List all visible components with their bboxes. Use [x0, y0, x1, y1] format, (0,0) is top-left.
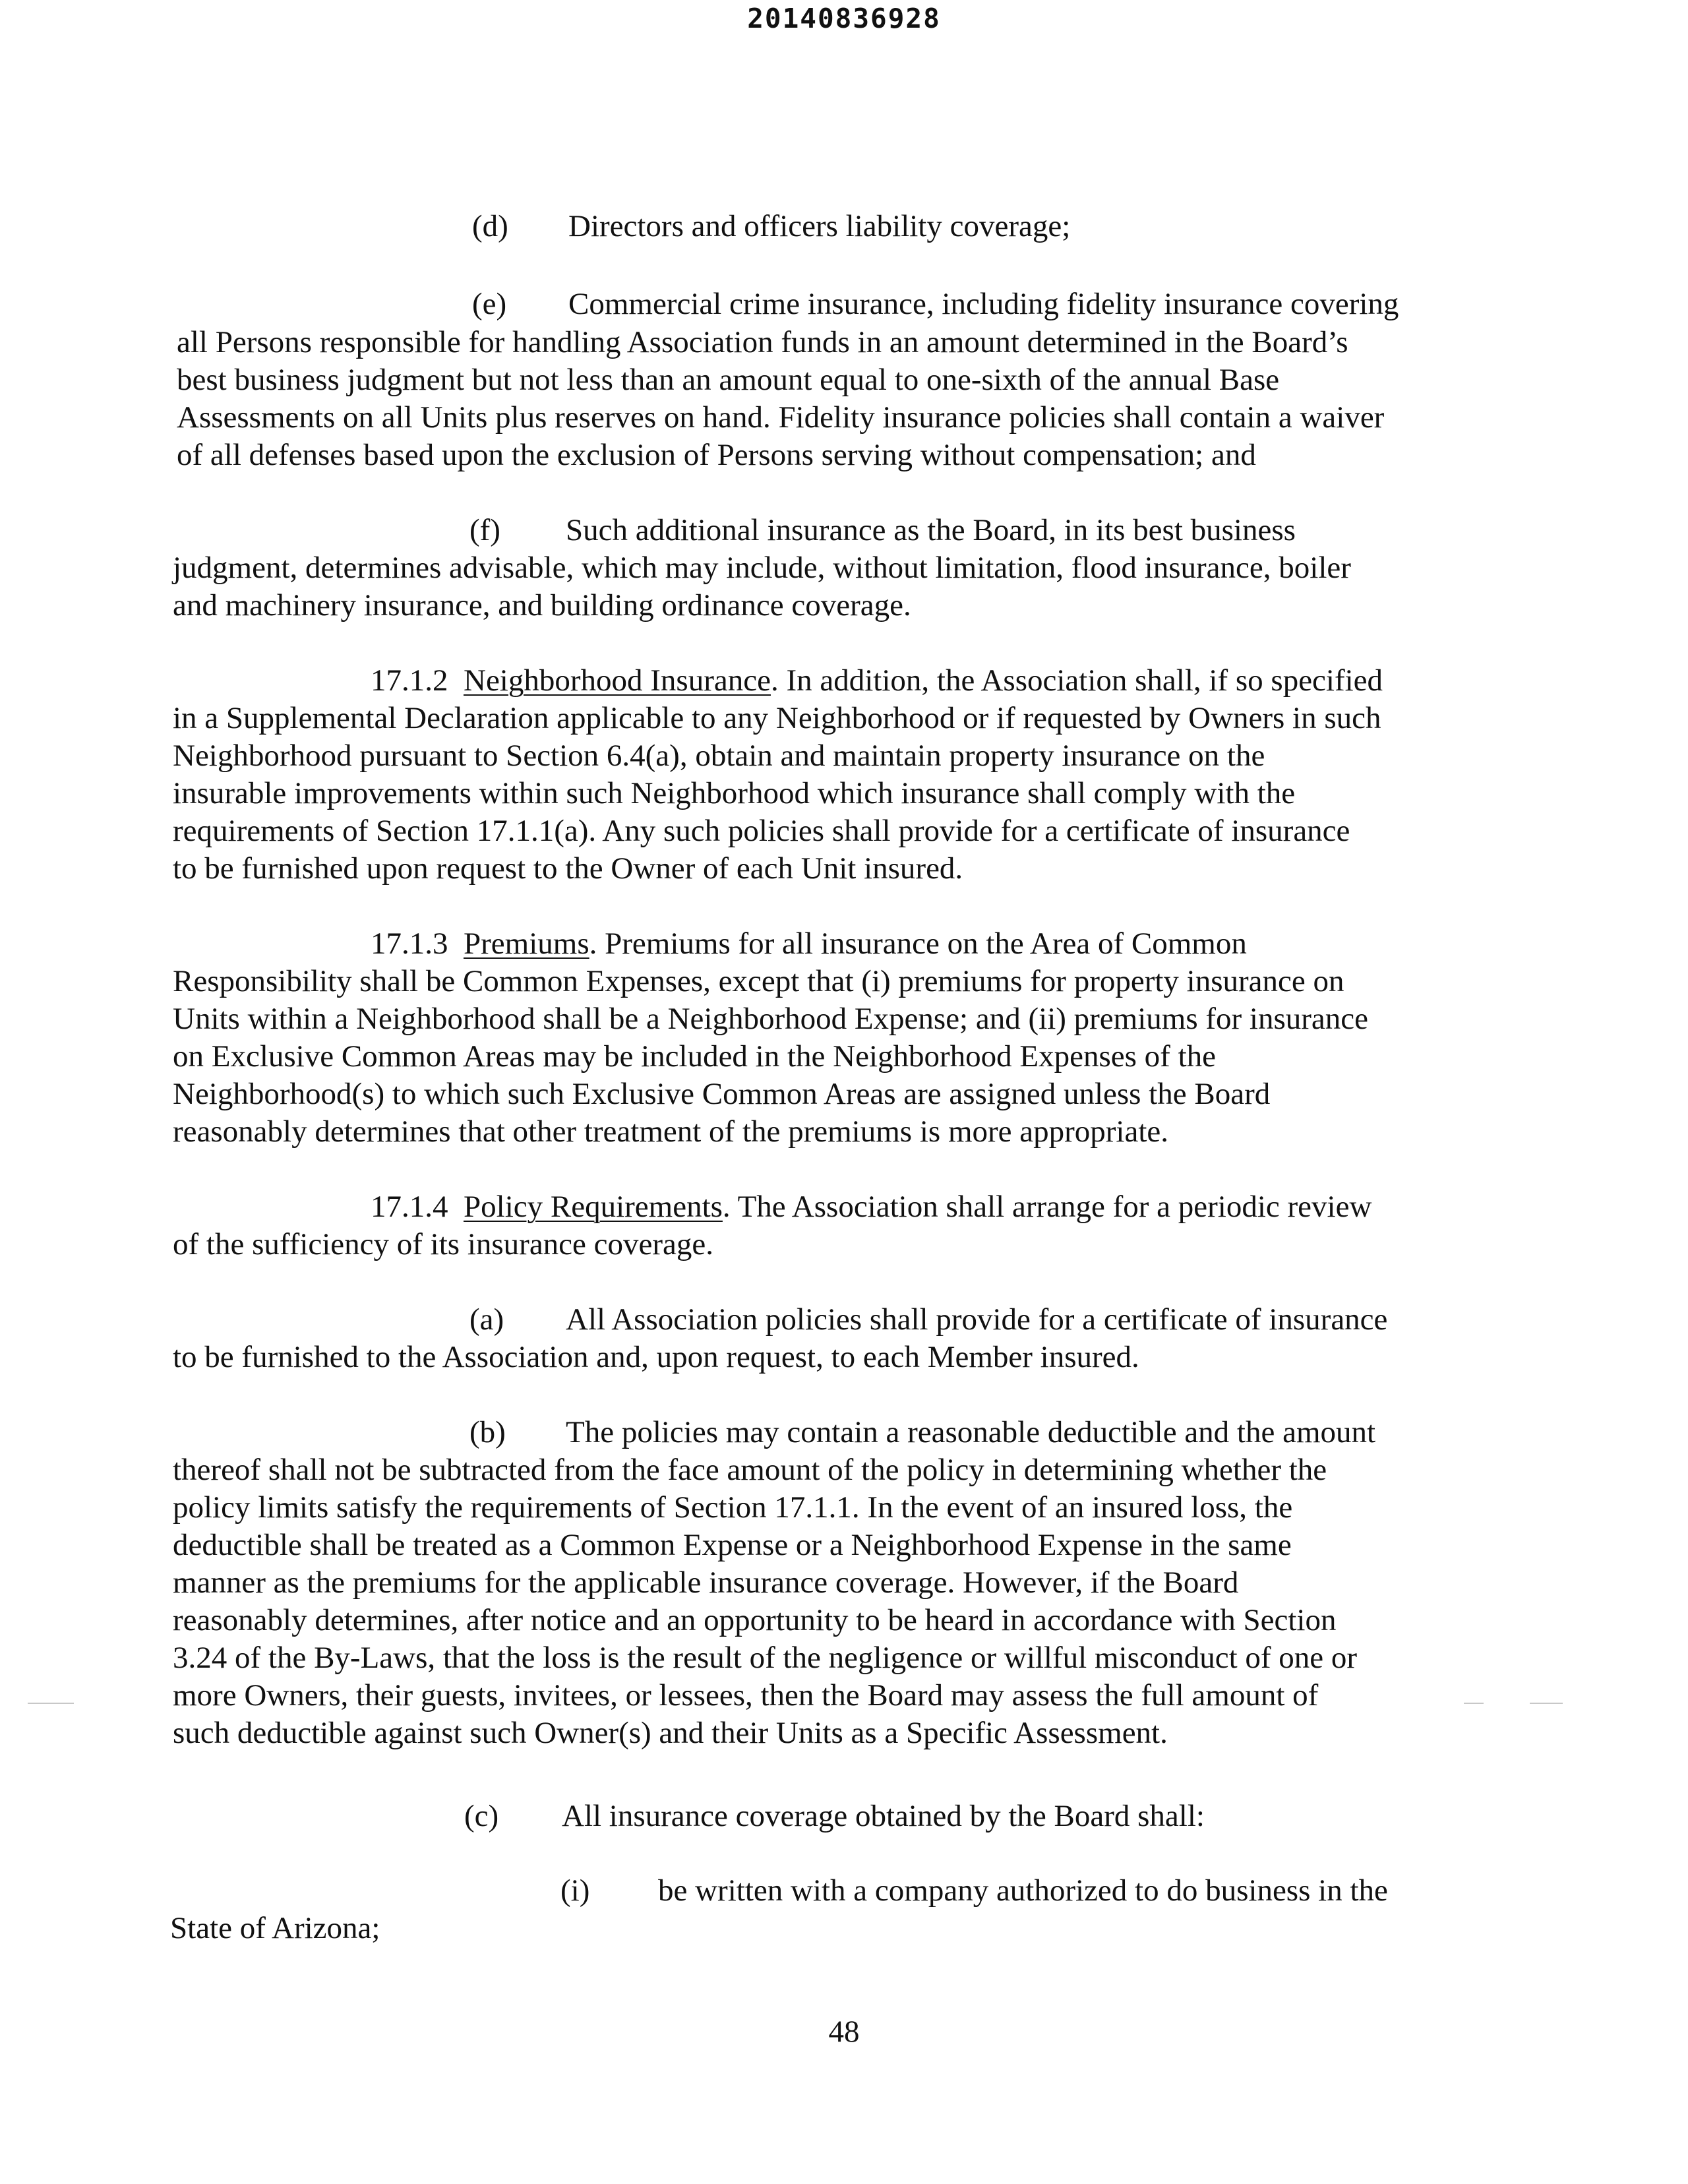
document-number: 20140836928 — [747, 3, 941, 34]
section-17-1-3-line: Responsibility shall be Common Expenses, except that (i) premiums for property insurance on — [173, 964, 1344, 998]
section-first-line-rest: . Premiums for all insurance on the Area of Common — [589, 926, 1247, 961]
subitem-b-line: thereof shall not be subtracted from the face amount of the policy in determining whether the — [173, 1453, 1327, 1487]
subitem-a-line: to be furnished to the Association and, upon request, to each Member insured. — [173, 1340, 1139, 1374]
scan-speck — [1530, 1703, 1563, 1704]
item-e-label: (e) — [472, 287, 507, 321]
section-17-1-4-line: of the sufficiency of its insurance coverage. — [173, 1227, 713, 1261]
section-17-1-2-line: Neighborhood pursuant to Section 6.4(a), obtain and maintain property insurance on the — [173, 739, 1265, 773]
section-17-1-2-first-line — [371, 661, 1383, 700]
item-f-line: judgment, determines advisable, which may include, without limitation, flood insurance, boiler — [173, 551, 1351, 585]
item-f-line: and machinery insurance, and building ordinance coverage. — [173, 588, 911, 622]
item-e-line: best business judgment but not less than an amount equal to one-sixth of the annual Base — [177, 363, 1280, 397]
section-17-1-3-line: reasonably determines that other treatment of the premiums is more appropriate. — [173, 1114, 1169, 1149]
section-number: 17.1.2 — [371, 663, 448, 698]
scan-speck — [1464, 1703, 1484, 1704]
subitem-b-line: more Owners, their guests, invitees, or lessees, then the Board may assess the full amount of — [173, 1678, 1319, 1713]
subitem-i-text: be written with a company authorized to do business in the — [658, 1873, 1388, 1908]
section-number: 17.1.4 — [371, 1190, 448, 1224]
item-d-label: (d) — [472, 209, 508, 243]
item-e-line: Commercial crime insurance, including fidelity insurance covering — [568, 287, 1399, 321]
subitem-b-line: such deductible against such Owner(s) and their Units as a Specific Assessment. — [173, 1716, 1168, 1750]
subitem-b-line: policy limits satisfy the requirements of Section 17.1.1. In the event of an insured loss, the — [173, 1490, 1293, 1525]
item-d-text: Directors and officers liability coverage; — [568, 209, 1071, 243]
item-f-label: (f) — [469, 513, 500, 547]
subitem-b-line: manner as the premiums for the applicable insurance coverage. However, if the Board — [173, 1565, 1239, 1600]
subitem-b-label: (b) — [469, 1415, 506, 1449]
section-heading: Policy Requirements — [464, 1190, 723, 1224]
subitem-i-continuation: State of Arizona; — [170, 1911, 380, 1945]
subitem-b-line: 3.24 of the By-Laws, that the loss is the result of the negligence or willful misconduct of one or — [173, 1641, 1358, 1675]
subitem-a-line: All Association policies shall provide for a certificate of insurance — [566, 1302, 1388, 1337]
item-e-line: Assessments on all Units plus reserves on hand. Fidelity insurance policies shall contain a waiver — [177, 400, 1385, 435]
scan-speck — [28, 1703, 74, 1704]
section-number: 17.1.3 — [371, 926, 448, 961]
section-17-1-3-first-line — [371, 925, 1247, 963]
page-number: 48 — [828, 2015, 860, 2049]
subitem-b-line: The policies may contain a reasonable deductible and the amount — [566, 1415, 1376, 1449]
section-17-1-2-line: insurable improvements within such Neighborhood which insurance shall comply with the — [173, 776, 1296, 810]
section-17-1-4-first-line — [371, 1188, 1372, 1226]
section-heading: Neighborhood Insurance — [464, 663, 771, 698]
subitem-c-text: All insurance coverage obtained by the Board shall: — [562, 1799, 1205, 1833]
subitem-c-label: (c) — [464, 1799, 499, 1833]
section-first-line-rest: . The Association shall arrange for a periodic review — [722, 1190, 1372, 1224]
section-first-line-rest: . In addition, the Association shall, if so specified — [770, 663, 1383, 698]
item-e-line: of all defenses based upon the exclusion of Persons serving without compensation; and — [177, 438, 1256, 472]
item-f-line: Such additional insurance as the Board, in its best business — [566, 513, 1296, 547]
subitem-i-label: (i) — [560, 1873, 590, 1908]
section-17-1-3-line: Units within a Neighborhood shall be a Neighborhood Expense; and (ii) premiums for insurance — [173, 1002, 1369, 1036]
subitem-b-line: deductible shall be treated as a Common Expense or a Neighborhood Expense in the same — [173, 1528, 1292, 1562]
subitem-a-label: (a) — [469, 1302, 504, 1337]
section-17-1-3-line: on Exclusive Common Areas may be included in the Neighborhood Expenses of the — [173, 1039, 1217, 1074]
item-e-line: all Persons responsible for handling Association funds in an amount determined in the Board’s — [177, 325, 1348, 359]
subitem-b-line: reasonably determines, after notice and an opportunity to be heard in accordance with Section — [173, 1603, 1337, 1637]
section-17-1-2-line: requirements of Section 17.1.1(a). Any such policies shall provide for a certificate of insurance — [173, 814, 1350, 848]
section-17-1-2-line: in a Supplemental Declaration applicable to any Neighborhood or if requested by Owners in such — [173, 701, 1381, 735]
section-heading: Premiums — [464, 926, 589, 961]
section-17-1-3-line: Neighborhood(s) to which such Exclusive Common Areas are assigned unless the Board — [173, 1077, 1271, 1111]
section-17-1-2-line: to be furnished upon request to the Owner of each Unit insured. — [173, 851, 963, 886]
